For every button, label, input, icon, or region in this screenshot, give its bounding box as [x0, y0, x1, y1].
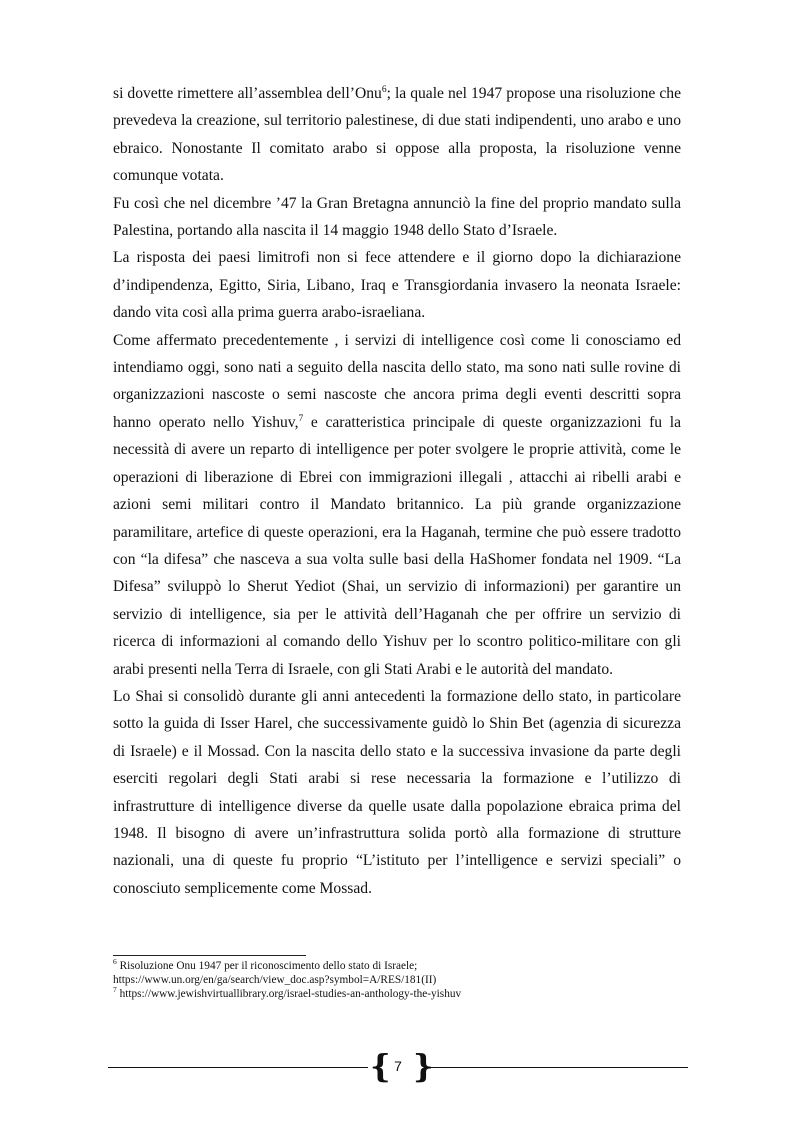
paragraph-2: Fu così che nel dicembre ’47 la Gran Bretagna annunciò la fine del proprio mandato sulla Palestina, portando alla nascita il 14 maggio 1948 dello Stato d’Israele. — [113, 194, 681, 240]
footnote-link[interactable]: https://www.jewishvirtuallibrary.org/israel-studies-an-anthology-the-yishuv — [116, 988, 462, 1000]
paragraph-4-text-a: Come affermato precedentemente , i servizi di intelligence così come li conosciamo ed intendiamo oggi, sono nati a seguito della nascita dello stato, ma sono nati sulle rovine di organizzazioni nascoste o semi nascoste che ancora prima degli eventi descritti sopra hanno operato nello Yishuv, — [113, 331, 681, 431]
paragraph-4-text-b: e caratteristica principale di queste organizzazioni fu la necessità di avere un reparto di intelligence per poter svolgere le proprie attività, come le operazioni di liberazione di Ebrei con immigrazioni illegali , attacchi ai ribelli arabi e azioni semi militari contro il Mandato britannico. La più grande organizzazione paramilitare, artefice di queste operazioni, era la Haganah, termine che può essere tradotto con “la difesa” che nasceva a sua volta sulle basi della HaShomer fondata nel 1909. “La Difesa” sviluppò lo Sherut Yediot (Shai, un servizio di informazioni) per garantire un servizio di intelligence, sia per le attività dell’Haganah che per offrire un servizio di ricerca di informazioni al comando dello Yishuv per lo scontro politico-militare con gli arabi presenti nella Terra di Israele, con gli Stati Arabi e le autorità del mandato. — [113, 413, 681, 678]
paragraph-3: La risposta dei paesi limitrofi non si fece attendere e il giorno dopo la dichiarazione d’indipendenza, Egitto, Siria, Libano, Iraq e Transgiordania invasero la neonata Israele: dando vita così alla prima guerra arabo-israeliana. — [113, 249, 681, 322]
footnotes — [113, 959, 681, 1001]
footnote-6 — [113, 959, 681, 987]
paragraph-1-text-b: ; la quale nel 1947 propose una risoluzione che prevedeva la creazione, sul territorio palestinese, di due stati indipendenti, uno arabo e uno ebraico. Nonostante Il comitato arabo si oppose alla proposta, la risoluzione venne comunque votata. — [113, 85, 681, 185]
footnote-ref-6[interactable]: 6 — [381, 84, 387, 95]
right-brace: } — [413, 1047, 434, 1085]
page-footer — [108, 1047, 688, 1094]
paragraph-1 — [113, 80, 681, 190]
body-text — [113, 80, 681, 902]
footnote-number: 7 — [113, 985, 117, 995]
footnote-number: 6 — [113, 957, 117, 967]
paragraph-1-text-a: si dovette rimettere all’assemblea dell’Onu — [113, 85, 382, 102]
footer-rule-left — [108, 1067, 368, 1068]
footer-rule-right — [428, 1067, 688, 1068]
page-number: 7 — [394, 1058, 402, 1074]
footnote-link[interactable]: https://www.un.org/en/ga/search/view_doc.asp?symbol=A/RES/181(II) — [113, 974, 437, 986]
paragraph-4 — [113, 327, 681, 683]
left-brace: { — [370, 1047, 391, 1085]
footnote-7 — [113, 987, 681, 1001]
paragraph-5: Lo Shai si consolidò durante gli anni antecedenti la formazione dello stato, in particolare sotto la guida di Isser Harel, che successivamente guidò lo Shin Bet (agenzia di sicurezza di Israele) e il Mossad. Con la nascita dello stato e la successiva invasione da parte degli eserciti regolari degli Stati arabi si rese necessaria la formazione e l’utilizzo di infrastrutture di intelligence diverse da quelle usate dalla popolazione ebraica prima del 1948. Il bisogno di avere un’infrastruttura solida portò alla formazione di strutture nazionali, una di queste fu proprio “L’istituto per l’intelligence e servizi speciali” o conosciuto semplicemente come Mossad. — [113, 687, 681, 897]
footnote-text: Risoluzione Onu 1947 per il riconoscimento dello stato di Israele; — [116, 960, 418, 972]
footnote-ref-7[interactable]: 7 — [298, 413, 304, 424]
footnote-separator — [113, 955, 306, 956]
